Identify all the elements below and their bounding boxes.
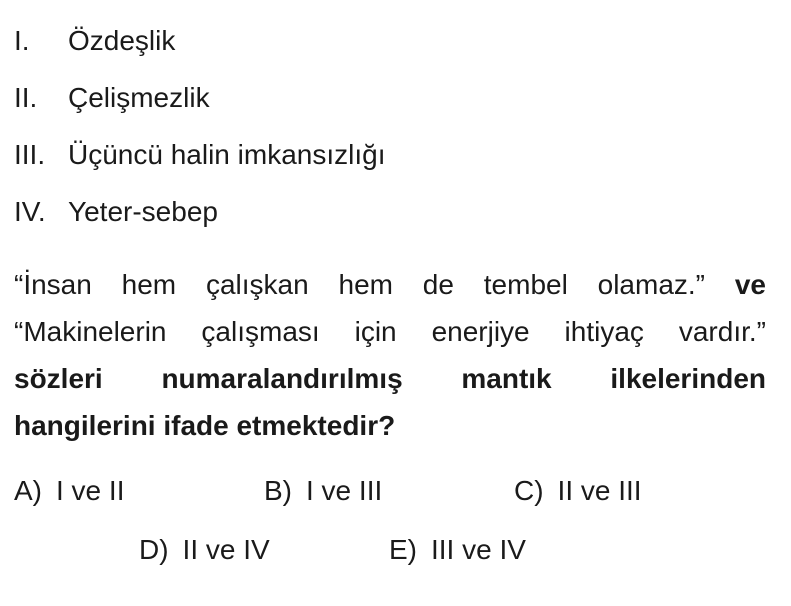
- premise-text: Özdeşlik: [68, 25, 176, 56]
- option-letter: A): [14, 475, 42, 506]
- option-letter: B): [264, 475, 292, 506]
- premise-item: [14, 195, 218, 229]
- option-b[interactable]: [264, 474, 382, 508]
- premise-number: IV.: [14, 196, 46, 227]
- stem-line-1: [14, 261, 766, 308]
- option-letter: E): [389, 534, 417, 565]
- question-line-1: sözleri numaralandırılmış mantık ilkelerinden: [14, 363, 766, 394]
- premise-text: Çelişmezlik: [68, 82, 210, 113]
- option-d[interactable]: [139, 533, 270, 567]
- option-text: II ve IV: [182, 534, 270, 565]
- option-text: I ve III: [306, 475, 383, 506]
- premise-item: [14, 138, 385, 172]
- question-stem: [14, 261, 766, 449]
- first-quote: “İnsan hem çalışkan hem de tembel olamaz.”: [14, 269, 706, 300]
- option-e[interactable]: [389, 533, 526, 567]
- premise-item: [14, 81, 210, 115]
- option-text: II ve III: [557, 475, 642, 506]
- option-c[interactable]: [514, 474, 642, 508]
- premise-text: Yeter-sebep: [68, 196, 218, 227]
- option-text: III ve IV: [431, 534, 526, 565]
- premise-number: III.: [14, 139, 46, 170]
- option-text: I ve II: [56, 475, 125, 506]
- premise-item: [14, 24, 175, 58]
- option-letter: D): [139, 534, 169, 565]
- connector-word: ve: [734, 269, 767, 300]
- premise-number: II.: [14, 82, 38, 113]
- option-a[interactable]: [14, 474, 124, 508]
- question-line-2: hangilerini ifade etmektedir?: [14, 410, 396, 441]
- option-letter: C): [514, 475, 544, 506]
- second-quote: “Makinelerin çalışması için enerjiye ihtiyaç vardır.”: [14, 316, 766, 347]
- premise-text: Üçüncü halin imkansızlığı: [68, 139, 386, 170]
- premise-number: I.: [14, 25, 30, 56]
